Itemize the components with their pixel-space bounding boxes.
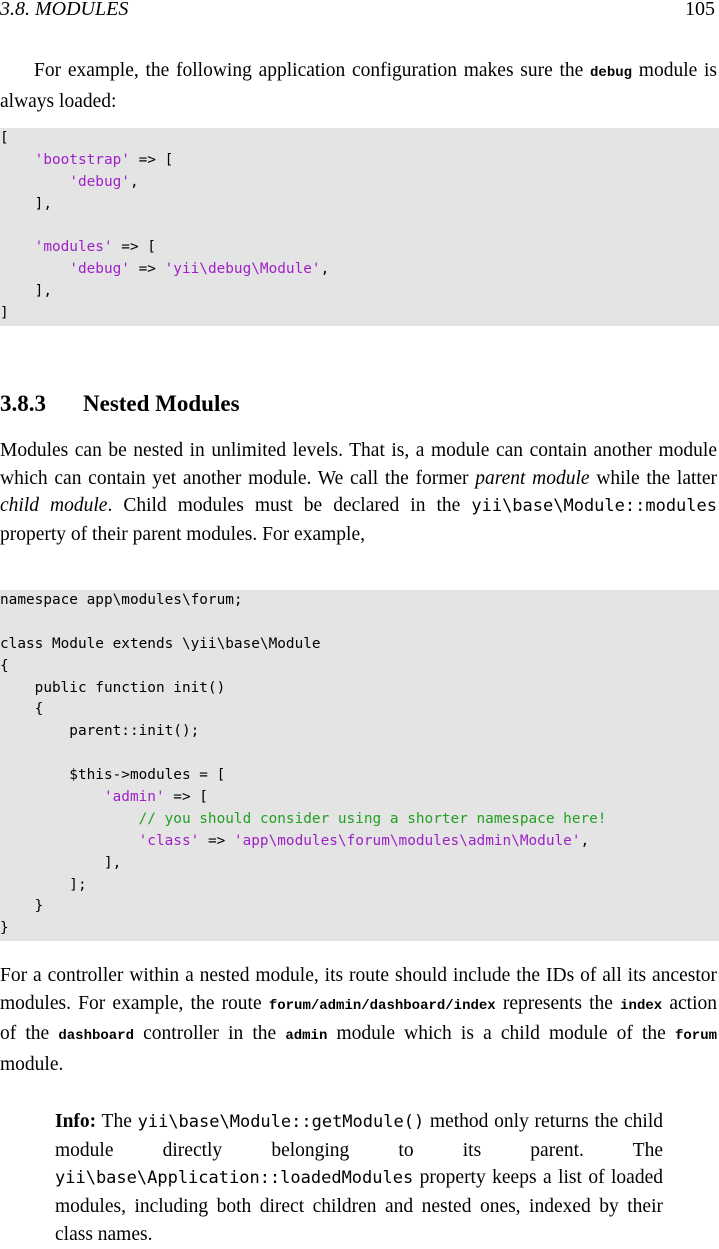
inline-code: yii\base\Module::modules — [471, 496, 717, 516]
code-line — [0, 721, 719, 743]
code-line — [0, 875, 719, 897]
route-paragraph — [0, 962, 717, 1078]
text-span: method only returns the child module directly belonging to its parent. The — [55, 1111, 663, 1161]
code-line — [0, 194, 719, 216]
code-line — [0, 678, 719, 700]
code-token: => [ — [164, 789, 208, 806]
section-heading — [0, 390, 240, 418]
code-token — [0, 833, 139, 849]
code-line — [0, 765, 719, 787]
code-line — [0, 281, 719, 303]
code-token: ], — [0, 854, 122, 871]
intro-paragraph — [0, 57, 717, 115]
code-token: } — [0, 898, 44, 915]
text-span: Modules can be nested in unlimited levels. That is, a module can contain another module which can contain yet another module. We call the former — [0, 440, 717, 489]
nested-modules-paragraph — [0, 437, 717, 548]
code-token — [0, 261, 69, 277]
section-title: Nested Modules — [83, 391, 240, 416]
code-line — [0, 656, 719, 678]
code-token: , — [129, 173, 139, 190]
emphasis: parent module — [475, 467, 590, 489]
code-token — [0, 811, 139, 827]
code-token: , — [320, 261, 330, 278]
text-span: For example, the following application configuration makes sure the — [34, 60, 591, 81]
code-line — [0, 634, 719, 656]
text-span: module which is a child module of the — [327, 1023, 675, 1044]
code-token: } — [0, 920, 9, 937]
code-line — [0, 809, 719, 831]
code-token: => — [199, 832, 234, 849]
code-line — [0, 590, 719, 612]
code-block-module-class — [0, 590, 719, 941]
code-string: 'class' — [138, 832, 200, 849]
code-string: 'bootstrap' — [34, 151, 130, 168]
code-line — [0, 303, 719, 325]
info-label: Info: — [55, 1111, 97, 1132]
text-span: action of the — [0, 992, 718, 1044]
code-token: [ — [0, 130, 9, 146]
code-token — [0, 239, 35, 255]
text-span: controller in the — [133, 1023, 286, 1044]
code-token: { — [0, 701, 44, 718]
section-number: 3.8.3 — [0, 391, 46, 416]
code-token: => — [129, 261, 165, 278]
code-line — [0, 853, 719, 875]
code-string: 'admin' — [103, 789, 165, 806]
code-token: ], — [0, 283, 52, 300]
code-token: parent::init(); — [0, 723, 200, 740]
text-span: For a controller within a nested module, its route should include the IDs of all its ancestor modules. For example, the route — [0, 965, 717, 1014]
code-token: $this->modules = [ — [0, 767, 226, 784]
code-token — [0, 174, 69, 190]
code-line — [0, 128, 719, 150]
code-line — [0, 216, 719, 238]
code-line — [0, 699, 719, 721]
inline-code: yii\base\Application::loadedModules — [55, 1168, 414, 1189]
inline-code: dashboard — [58, 1028, 134, 1044]
code-line — [0, 831, 719, 853]
text-span: represents the — [495, 992, 621, 1014]
code-line — [0, 896, 719, 918]
code-token: namespace app\modules\forum; — [0, 592, 243, 608]
code-string: 'yii\debug\Module' — [164, 261, 321, 278]
inline-code: index — [620, 997, 663, 1014]
code-token — [0, 152, 35, 168]
code-string: 'app\modules\forum\modules\admin\Module' — [233, 832, 581, 849]
code-token: { — [0, 657, 9, 674]
page-number: 105 — [685, 0, 715, 20]
code-line — [0, 150, 719, 172]
code-token: => [ — [129, 151, 174, 168]
code-token: public function init() — [0, 679, 226, 696]
code-token: => [ — [112, 239, 156, 256]
inline-code: forum/admin/dashboard/index — [268, 997, 496, 1014]
text-span: property of their parent modules. For example, — [0, 523, 365, 545]
running-head — [0, 0, 719, 21]
code-comment: // you should consider using a shorter namespace here! — [138, 810, 607, 827]
text-span: property keeps a list of loaded modules, including both direct children and nested ones, indexed by their class names. — [55, 1167, 663, 1245]
code-line — [0, 237, 719, 259]
text-span: module is always loaded: — [0, 60, 717, 112]
code-string: 'debug' — [69, 261, 130, 278]
code-line — [0, 918, 719, 940]
code-token — [0, 789, 104, 805]
code-line — [0, 787, 719, 809]
inline-code: admin — [285, 1028, 328, 1044]
text-span: while the latter — [589, 467, 717, 489]
text-span: module. — [0, 1053, 64, 1075]
code-block-config — [0, 128, 719, 326]
code-line — [0, 743, 719, 765]
code-token: ], — [0, 195, 52, 212]
text-span: . Child modules must be declared in the — [107, 495, 472, 516]
emphasis: child module — [0, 495, 108, 516]
code-token: ] — [0, 305, 9, 322]
code-line — [0, 612, 719, 634]
code-line — [0, 259, 719, 281]
code-token: , — [580, 832, 590, 849]
text-span: The — [96, 1111, 138, 1132]
inline-code: yii\base\Module::getModule() — [137, 1112, 425, 1132]
inline-code: debug — [590, 65, 633, 81]
code-line — [0, 172, 719, 194]
inline-code: forum — [674, 1028, 717, 1044]
code-string: 'modules' — [34, 239, 113, 256]
info-box — [55, 1108, 663, 1249]
code-string: 'debug' — [69, 173, 130, 190]
code-token: class Module extends \yii\base\Module — [0, 635, 321, 652]
code-token: ]; — [0, 876, 87, 893]
section-header: 3.8. MODULES — [0, 0, 129, 20]
